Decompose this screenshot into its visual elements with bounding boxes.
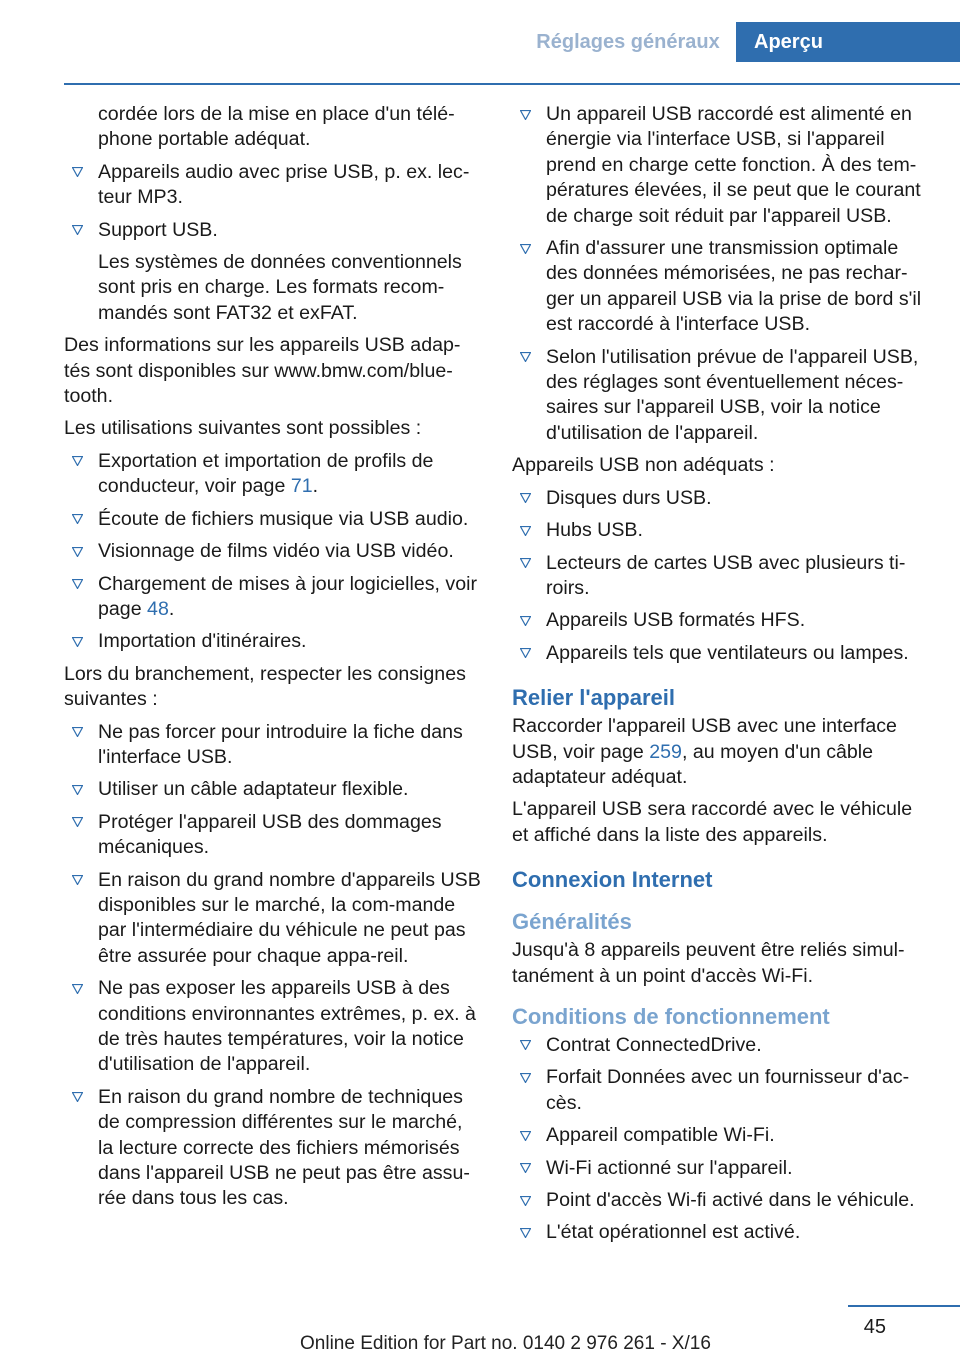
list-item-text: En raison du grand nombre de techniques de compression différentes sur le marché, la lecture correcte des fichiers mémorisés dans l'appareil USB ne peut pas être assu-rée dans tous les cas. <box>98 1085 470 1210</box>
paragraph: Des informations sur les appareils USB adap-tés sont disponibles sur www.bmw.com/blue-tooth. <box>64 334 461 408</box>
list-item <box>512 1123 930 1148</box>
punctuation: . <box>168 597 175 620</box>
paragraph: Lors du branchement, respecter les consignes suivantes : <box>64 662 466 711</box>
list-item-text: Utiliser un câble adaptateur flexible. <box>98 778 409 801</box>
list-item <box>512 345 930 447</box>
triangle-bullet-icon <box>514 641 536 666</box>
section-tab-overview[interactable]: Aperçu <box>736 22 960 62</box>
heading-internet-connection: Connexion Internet <box>512 867 713 893</box>
triangle-bullet-icon <box>66 1085 88 1110</box>
triangle-bullet-icon <box>514 486 536 511</box>
page-link-71[interactable]: 71 <box>290 475 313 498</box>
paragraph: Jusqu'à 8 appareils peuvent être reliés simul-tanément à un point d'accès Wi-Fi. <box>512 939 905 987</box>
list-item-text: Appareils tels que ventilateurs ou lampes. <box>546 641 909 664</box>
list-item-text: Chargement de mises à jour logicielles, voir page <box>98 572 477 620</box>
list-item <box>64 218 482 243</box>
edition-footer: Online Edition for Part no. 0140 2 976 261 - X/16 <box>300 1333 711 1354</box>
list-item <box>64 449 482 500</box>
triangle-bullet-icon <box>66 810 88 835</box>
triangle-bullet-icon <box>66 572 88 597</box>
triangle-bullet-icon <box>514 1188 536 1213</box>
list-item <box>64 539 482 564</box>
list-item-text: Lecteurs de cartes USB avec plusieurs ti-roirs. <box>546 551 906 599</box>
list-item <box>512 641 930 666</box>
paragraph: Les utilisations suivantes sont possibles : <box>64 417 422 440</box>
list-item-text: Point d'accès Wi-fi activé dans le véhicule. <box>546 1189 915 1211</box>
list-item <box>512 608 930 633</box>
list-item-text: En raison du grand nombre d'appareils USB disponibles sur le marché, la com-mande par l'intermédiaire du véhicule ne peut pas être assurée pour chaque appa-reil. <box>98 868 481 967</box>
list-item <box>512 551 930 602</box>
paragraph-text: Raccorder l'appareil USB avec une interface USB, voir page <box>512 715 897 763</box>
page-header <box>0 22 960 62</box>
list-item-text: Wi-Fi actionné sur l'appareil. <box>546 1156 793 1179</box>
list-item-text: Selon l'utilisation prévue de l'appareil USB, des réglages sont éventuellement néces-saires sur l'appareil USB, voir la notice d'utilisation de l'appareil. <box>546 345 919 444</box>
list-item-text: Appareils audio avec prise USB, p. ex. lec-teur MP3. <box>98 160 470 209</box>
paragraph <box>512 714 930 790</box>
list-item-text: Forfait Données avec un fournisseur d'ac-cès. <box>546 1066 910 1114</box>
list-item <box>512 518 930 543</box>
list-item <box>64 160 482 211</box>
list-item <box>512 1188 930 1213</box>
list-item <box>64 629 482 654</box>
triangle-bullet-icon <box>514 1033 536 1058</box>
list-item-text: Ne pas forcer pour introduire la fiche dans l'interface USB. <box>98 720 463 768</box>
triangle-bullet-icon <box>66 160 88 185</box>
list-item <box>64 507 482 532</box>
triangle-bullet-icon <box>66 449 88 474</box>
triangle-bullet-icon <box>66 720 88 745</box>
triangle-bullet-icon <box>514 102 536 127</box>
triangle-bullet-icon <box>514 551 536 576</box>
list-item <box>512 1220 930 1245</box>
triangle-bullet-icon <box>66 777 88 802</box>
list-item <box>512 236 930 338</box>
list-item-text: Disques durs USB. <box>546 486 712 509</box>
list-item <box>512 1156 930 1181</box>
heading-operating-conditions: Conditions de fonctionnement <box>512 1003 830 1029</box>
list-item-text: Visionnage de films vidéo via USB vidéo. <box>98 540 454 563</box>
page-number: 45 <box>863 1316 886 1338</box>
left-column <box>64 102 482 1219</box>
footer-rule <box>848 1305 960 1307</box>
paragraph: Appareils USB non adéquats : <box>512 454 775 477</box>
paragraph: L'appareil USB sera raccordé avec le véhicule et affiché dans la liste des appareils. <box>512 798 913 846</box>
triangle-bullet-icon <box>514 518 536 543</box>
heading-general: Généralités <box>512 909 632 935</box>
triangle-bullet-icon <box>514 236 536 261</box>
triangle-bullet-icon <box>66 507 88 532</box>
list-item <box>64 777 482 802</box>
punctuation: . <box>312 475 319 498</box>
list-item-text: Hubs USB. <box>546 519 643 542</box>
list-item-text: Ne pas exposer les appareils USB à des conditions environnantes extrêmes, p. ex. à de très hautes températures, voir la notice d'utilisation de l'appareil. <box>98 977 476 1076</box>
list-item-text: Importation d'itinéraires. <box>98 630 307 653</box>
list-item-text: Contrat ConnectedDrive. <box>546 1033 762 1056</box>
list-item <box>512 102 930 229</box>
page-link-48[interactable]: 48 <box>147 597 169 620</box>
triangle-bullet-icon <box>514 1156 536 1181</box>
triangle-bullet-icon <box>514 1123 536 1148</box>
triangle-bullet-icon <box>514 1065 536 1090</box>
triangle-bullet-icon <box>514 608 536 633</box>
page-link-259[interactable]: 259 <box>649 740 682 763</box>
list-item <box>64 720 482 771</box>
section-tab-general-settings[interactable]: Réglages généraux <box>536 30 720 53</box>
list-item <box>512 1033 930 1058</box>
list-item-text: Un appareil USB raccordé est alimenté en énergie via l'interface USB, si l'appareil prend en charge cette fonction. À des tem-pératures élevées, il se peut que le courant de charge soit réduit par l'appareil USB. <box>546 103 921 227</box>
right-column <box>512 102 930 1253</box>
list-item-text: Appareils USB formatés HFS. <box>546 609 806 632</box>
list-item <box>64 976 482 1078</box>
triangle-bullet-icon <box>66 976 88 1001</box>
list-item-text: Protéger l'appareil USB des dommages mécaniques. <box>98 810 442 859</box>
list-item <box>64 1085 482 1212</box>
list-item <box>512 486 930 511</box>
triangle-bullet-icon <box>514 1220 536 1245</box>
list-item <box>64 810 482 861</box>
list-item <box>512 1065 930 1116</box>
list-item <box>64 572 482 623</box>
triangle-bullet-icon <box>66 539 88 564</box>
list-item-subtext: Les systèmes de données conventionnels sont pris en charge. Les formats recom-mandés sont FAT32 et exFAT. <box>98 251 462 324</box>
triangle-bullet-icon <box>66 629 88 654</box>
list-item <box>64 868 482 970</box>
list-item-text: L'état opérationnel est activé. <box>546 1221 801 1244</box>
list-item-text: Afin d'assurer une transmission optimale des données mémorisées, ne pas rechar-ger un appareil USB via la prise de bord s'il est raccordé à l'interface USB. <box>546 237 922 336</box>
paragraph-continuation: cordée lors de la mise en place d'un télé-phone portable adéquat. <box>98 103 455 151</box>
list-item-text: Écoute de fichiers musique via USB audio. <box>98 507 469 530</box>
triangle-bullet-icon <box>514 345 536 370</box>
paragraph-text: , au moyen d'un câble adaptateur adéquat. <box>512 740 874 788</box>
list-item-text: Exportation et importation de profils de conducteur, voir page <box>98 449 434 498</box>
triangle-bullet-icon <box>66 868 88 893</box>
list-item-text: Support USB. <box>98 218 218 241</box>
triangle-bullet-icon <box>66 218 88 243</box>
header-rule <box>64 83 960 85</box>
list-item-text: Appareil compatible Wi-Fi. <box>546 1124 775 1147</box>
heading-connect-device: Relier l'appareil <box>512 685 675 711</box>
